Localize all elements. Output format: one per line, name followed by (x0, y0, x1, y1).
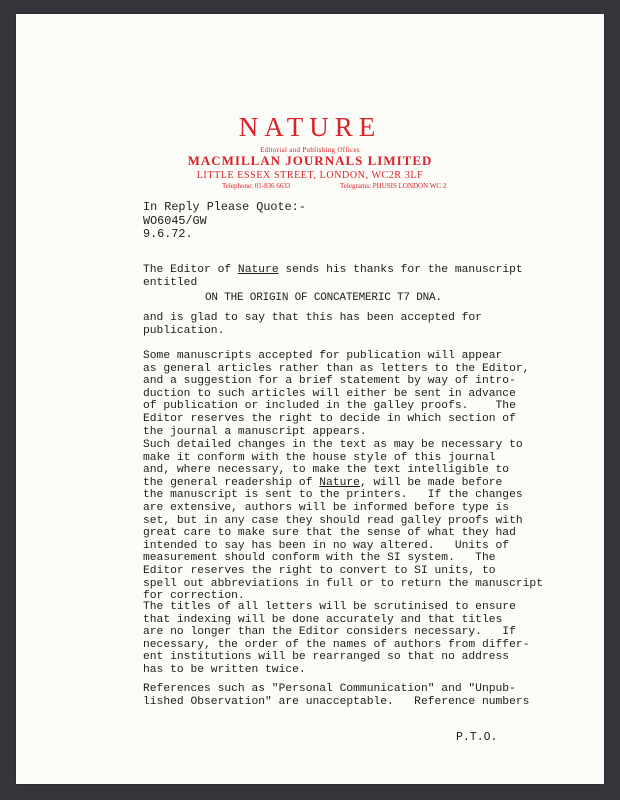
reference-block (143, 201, 306, 242)
text-line: Some manuscripts accepted for publication will appear (143, 350, 503, 362)
letter-page (16, 14, 604, 784)
text-fragment: , will be made before (359, 476, 503, 489)
text-line: has to be written twice. (143, 663, 306, 676)
text-line: for correction. (143, 590, 245, 603)
text-line: intended to say has been in no way altered. Units of (143, 539, 510, 552)
text-line: spell out abbreviations in full or to return the manuscript (143, 577, 543, 590)
text-line: necessary, the order of the names of authors from differ- (143, 638, 530, 651)
reference-label: In Reply Please Quote:- (143, 200, 306, 214)
text-line: and a suggestion for a brief statement by way of intro- (143, 375, 516, 388)
opening-line-2: entitled (143, 277, 198, 289)
text-line: are extensive, authors will be informed before type is (143, 501, 510, 514)
paragraph-changes (143, 439, 543, 603)
text-line: lished Observation" are unacceptable. Reference numbers (143, 695, 530, 708)
letterhead-title: NATURE (238, 112, 382, 142)
text-line: References such as "Personal Communication" and "Unpub- (143, 683, 516, 695)
text-line: the journal a manuscript appears. (143, 425, 367, 438)
text-fragment: the general readership of (143, 476, 320, 489)
text-line: as general articles rather than as letters to the Editor, (143, 362, 530, 375)
text-line-journal (143, 477, 543, 490)
letterhead-telephone: Telephone: 01-836 6633 (222, 182, 291, 190)
paragraph-references (143, 683, 529, 708)
text-line: great care to make sure that the sense of what they had (143, 527, 516, 540)
reference-code: WO6045/GW (143, 213, 207, 228)
text-line: Such detailed changes in the text as may be necessary to (143, 439, 523, 451)
letterhead-address: LITTLE ESSEX STREET, LONDON, WC2R 3LF (196, 170, 424, 181)
pto-marker: P.T.O. (456, 731, 498, 744)
text-line: measurement should conform with the SI system. The (143, 552, 496, 565)
text-line: of publication or included in the galley proofs. The (143, 400, 516, 413)
opening-line-4: publication. (143, 325, 225, 337)
text-line: set, but in any case they should read galley proofs with (143, 514, 523, 527)
opening-text-pre: The Editor of (143, 264, 238, 276)
journal-name: Nature (237, 264, 279, 276)
paragraph-titles (143, 601, 529, 677)
text-line: make it conform with the house style of this journal (143, 451, 496, 464)
reference-date: 9.6.72. (143, 227, 193, 241)
opening-text-post: sends his thanks for the manuscript (278, 264, 523, 276)
text-line: and, where necessary, to make the text intelligible to (143, 464, 510, 477)
letterhead-telegrams: Telegrams: PHUSIS LONDON WC 2 (340, 182, 447, 190)
text-line: the manuscript is sent to the printers. If the changes (143, 489, 523, 502)
opening-line-3: and is glad to say that this has been accepted for (143, 312, 482, 324)
letterhead-subtitle: Editorial and Publishing Offices (260, 146, 360, 154)
text-line: are no longer than the Editor considers necessary. If (143, 626, 516, 639)
text-line: ent institutions will be rearranged so that no address (143, 651, 510, 664)
letterhead-company: MACMILLAN JOURNALS LIMITED (187, 153, 433, 168)
text-line: The titles of all letters will be scrutinised to ensure (143, 601, 516, 613)
text-line: that indexing will be done accurately and that titles (143, 613, 503, 626)
text-line: Editor reserves the right to decide in which section of (143, 412, 516, 425)
text-line: Editor reserves the right to convert to SI units, to (143, 564, 496, 577)
journal-name: Nature (319, 476, 360, 489)
opening-line-1 (143, 264, 523, 277)
paragraph-manuscripts (143, 350, 529, 438)
manuscript-title: ON THE ORIGIN OF CONCATEMERIC T7 DNA. (205, 292, 442, 304)
text-line: duction to such articles will either be sent in advance (143, 387, 516, 400)
